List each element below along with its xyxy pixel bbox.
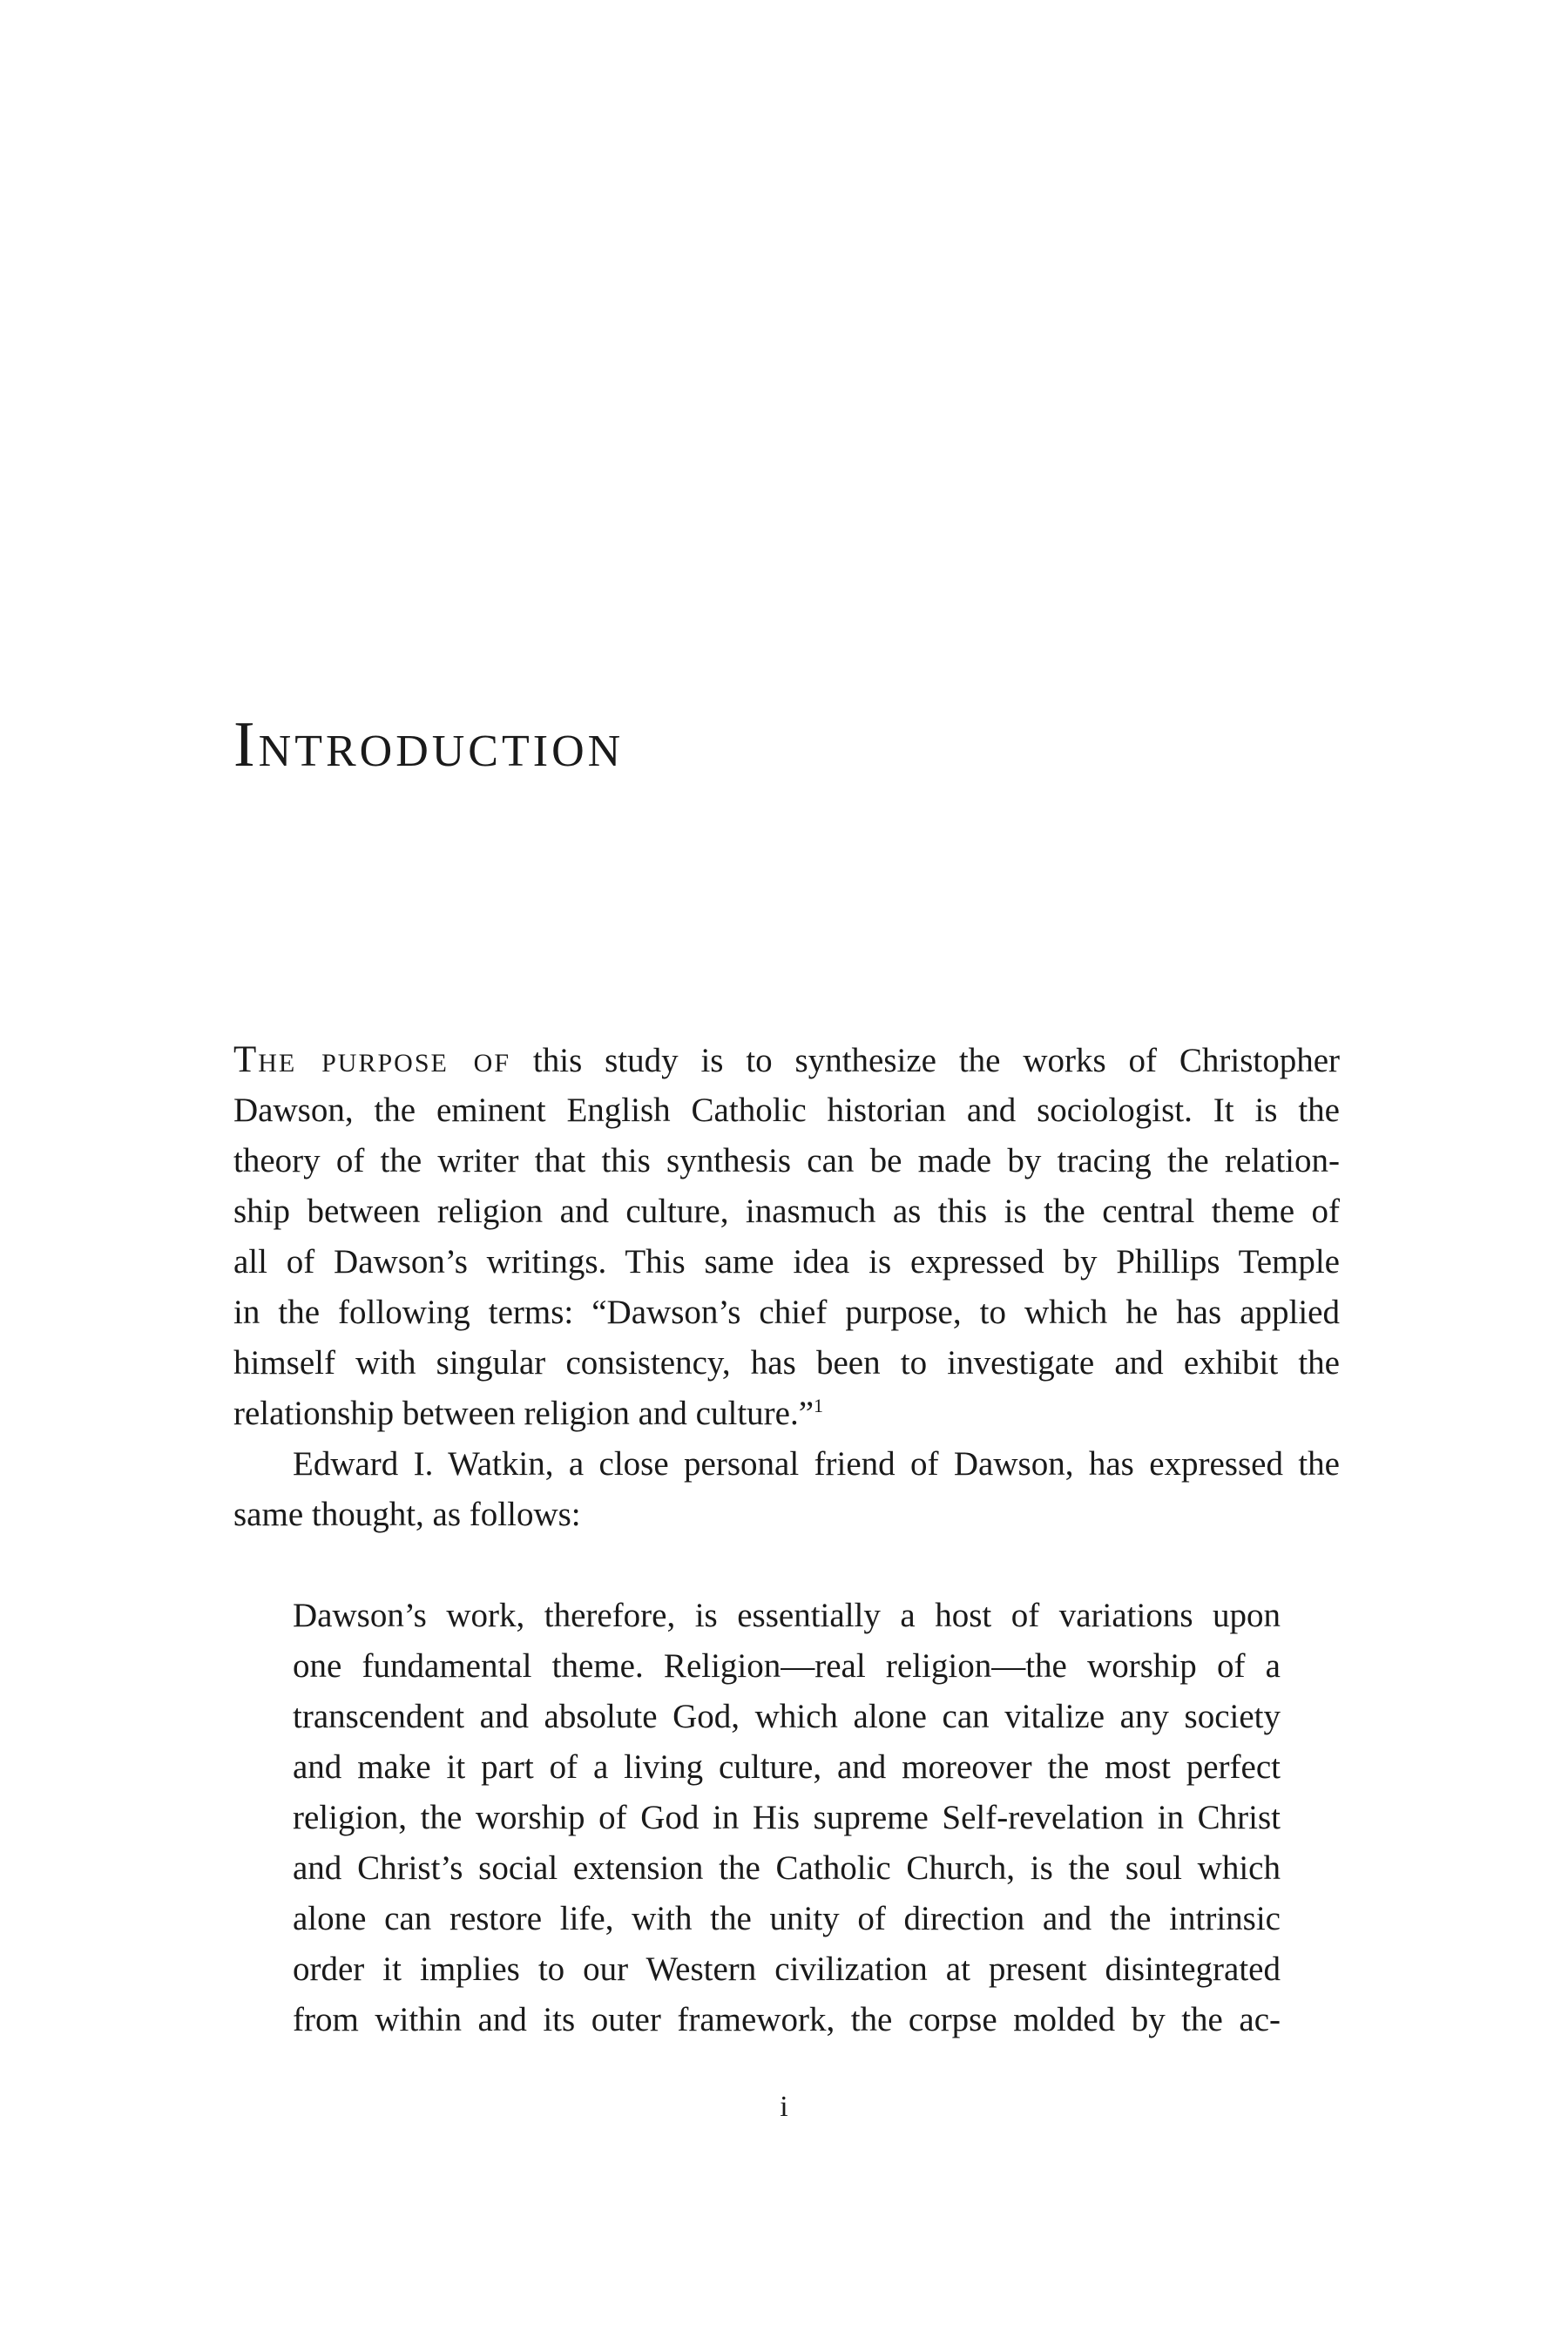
quote-line: alone can restore life, with the unity of direction and the intrinsic (293, 1900, 1281, 1937)
paragraph-line: himself with singular consistency, has been to investigate and exhibit the (233, 1344, 1340, 1382)
lead-in-small-caps: The purpose of (233, 1039, 511, 1080)
quote-line: religion, the worship of God in His supreme Self-revelation in Christ (293, 1799, 1281, 1836)
quote-line: order it implies to our Western civilization at present disintegrated (293, 1950, 1281, 1988)
footnote-reference[interactable]: 1 (814, 1395, 824, 1416)
quote-line: transcendent and absolute God, which alone can vitalize any society (293, 1698, 1281, 1735)
paragraph-1 (233, 1035, 1340, 1439)
quote-line: one fundamental theme. Religion—real religion—the worship of a (293, 1647, 1281, 1685)
paragraph-line: theory of the writer that this synthesis can be made by tracing the relation- (233, 1142, 1340, 1179)
paragraph-line: ship between religion and culture, inasmuch as this is the central theme of (233, 1193, 1340, 1230)
paragraph-line: relationship between religion and culture.”$^1$ (233, 1395, 824, 1432)
quote-line: and Christ’s social extension the Catholic Church, is the soul which (293, 1849, 1281, 1887)
paragraph-line: in the following terms: “Dawson’s chief purpose, to which he has applied (233, 1294, 1340, 1331)
paragraph-line: The purpose of this study is to synthesize the works of Christopher (233, 1039, 1341, 1080)
paragraph-line: Edward I. Watkin, a close personal friend of Dawson, has expressed the (293, 1445, 1340, 1483)
paragraph-line: Dawson, the eminent English Catholic historian and sociologist. It is the (233, 1092, 1340, 1129)
quote-line: from within and its outer framework, the corpse molded by the ac- (293, 2001, 1281, 2038)
paragraph-line: all of Dawson’s writings. This same idea is expressed by Phillips Temple (233, 1243, 1340, 1281)
block-quote (293, 1591, 1281, 2045)
paragraph-line: same thought, as follows: (233, 1496, 581, 1533)
quote-line: Dawson’s work, therefore, is essentially a host of variations upon (293, 1597, 1281, 1634)
chapter-title: Introduction (233, 709, 625, 781)
page-number: i (780, 2091, 788, 2123)
paragraph-2 (233, 1439, 1340, 1540)
quote-line: and make it part of a living culture, and moreover the most perfect (293, 1748, 1281, 1786)
